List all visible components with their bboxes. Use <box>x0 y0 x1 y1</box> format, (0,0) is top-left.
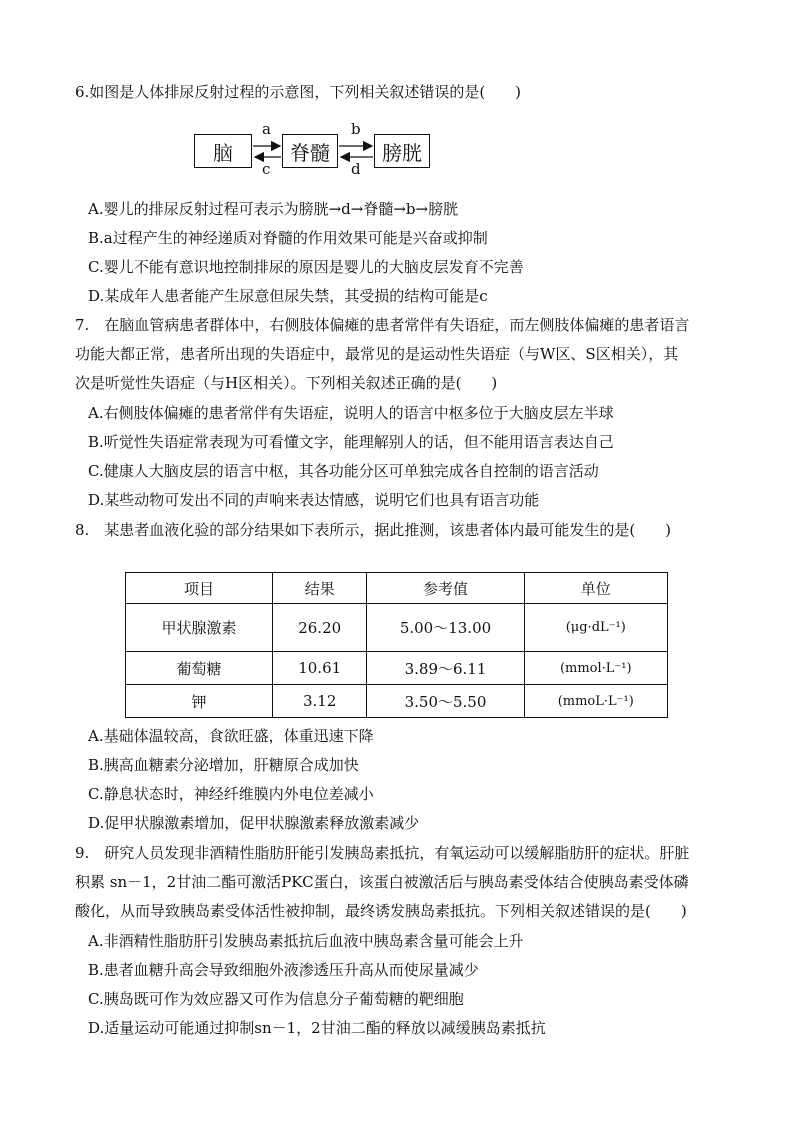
header-result: 结果 <box>272 573 367 604</box>
q7-stem-line1: 7. 在脑血管病患者群体中，右侧肢体偏瘫的患者常伴有失语症，而左侧肢体偏瘫的患者语言 <box>75 316 690 334</box>
label-b: b <box>351 120 361 138</box>
q8-option-b: B.胰高血糖素分泌增加，肝糖原合成加快 <box>88 756 359 774</box>
header-item: 项目 <box>126 573 273 604</box>
q6-option-d: D.某成年人患者能产生尿意但尿失禁，其受损的结构可能是c <box>88 287 488 305</box>
cell-unit: (mmoL·L⁻¹) <box>524 685 667 718</box>
header-reference: 参考值 <box>367 573 524 604</box>
q6-option-c: C.婴儿不能有意识地控制排尿的原因是婴儿的大脑皮层发育不完善 <box>88 258 524 276</box>
cell-result: 10.61 <box>272 652 367 685</box>
q9-option-b: B.患者血糖升高会导致细胞外液渗透压升高从而使尿量减少 <box>88 961 479 979</box>
q8-option-c: C.静息状态时，神经纤维膜内外电位差减小 <box>88 785 374 803</box>
table-row <box>126 652 668 685</box>
cell-result: 3.12 <box>272 685 367 718</box>
q6-stem: 6.如图是人体排尿反射过程的示意图，下列相关叙述错误的是( ) <box>75 83 522 101</box>
q7-stem-line2: 功能大都正常，患者所出现的失语症中，最常见的是运动性失语症（与W区、S区相关），其 <box>75 345 679 363</box>
table-row <box>126 604 668 652</box>
q9-stem-line2: 积累 sn－1，2甘油二酯可激活PKC蛋白，该蛋白被激活后与胰岛素受体结合使胰岛素受体磷 <box>75 873 689 891</box>
cell-item: 钾 <box>126 685 273 718</box>
q7-option-b: B.听觉性失语症常表现为可看懂文字，能理解别人的话，但不能用语言表达自己 <box>88 433 614 451</box>
label-a: a <box>262 120 271 138</box>
box-brain: 脑 <box>194 134 252 168</box>
cell-result: 26.20 <box>272 604 367 652</box>
q8-option-d: D.促甲状腺激素增加，促甲状腺激素释放激素减少 <box>88 814 420 832</box>
q8-option-a: A.基础体温较高，食欲旺盛，体重迅速下降 <box>88 727 374 745</box>
q7-option-d: D.某些动物可发出不同的声响来表达情感，说明它们也具有语言功能 <box>88 491 540 509</box>
box-bladder: 膀胱 <box>374 134 430 168</box>
table-header-row <box>126 573 668 604</box>
box-spine: 脊髓 <box>282 134 338 168</box>
q7-option-c: C.健康人大脑皮层的语言中枢，其各功能分区可单独完成各自控制的语言活动 <box>88 462 599 480</box>
q7-stem-line3: 次是听觉性失语症（与H区相关）。下列相关叙述正确的是( ) <box>75 374 498 392</box>
q8-stem: 8. 某患者血液化验的部分结果如下表所示，据此推测，该患者体内最可能发生的是( ) <box>75 521 672 539</box>
q6-option-b: B.a过程产生的神经递质对脊髓的作用效果可能是兴奋或抑制 <box>88 229 488 247</box>
cell-reference: 3.89～6.11 <box>367 652 524 685</box>
label-c: c <box>262 160 271 178</box>
q9-option-a: A.非酒精性脂肪肝引发胰岛素抵抗后血液中胰岛素含量可能会上升 <box>88 932 524 950</box>
lab-results-table <box>125 572 668 718</box>
cell-unit: (mmol·L⁻¹) <box>524 652 667 685</box>
q7-option-a: A.右侧肢体偏瘫的患者常伴有失语症，说明人的语言中枢多位于大脑皮层左半球 <box>88 404 614 422</box>
cell-reference: 3.50～5.50 <box>367 685 524 718</box>
table-row <box>126 685 668 718</box>
cell-reference: 5.00～13.00 <box>367 604 524 652</box>
label-d: d <box>351 160 361 178</box>
reflex-diagram <box>194 122 434 180</box>
cell-item: 甲状腺激素 <box>126 604 273 652</box>
cell-unit: (μg·dL⁻¹) <box>524 604 667 652</box>
q9-option-d: D.适量运动可能通过抑制sn－1，2甘油二酯的释放以减缓胰岛素抵抗 <box>88 1019 546 1037</box>
cell-item: 葡萄糖 <box>126 652 273 685</box>
q9-option-c: C.胰岛既可作为效应器又可作为信息分子葡萄糖的靶细胞 <box>88 990 464 1008</box>
q9-stem-line1: 9. 研究人员发现非酒精性脂肪肝能引发胰岛素抵抗，有氧运动可以缓解脂肪肝的症状。肝脏 <box>75 844 690 862</box>
q6-option-a: A.婴儿的排尿反射过程可表示为膀胱→d→脊髓→b→膀胱 <box>88 200 459 218</box>
q9-stem-line3: 酸化，从而导致胰岛素受体活性被抑制，最终诱发胰岛素抵抗。下列相关叙述错误的是( ) <box>75 902 687 920</box>
header-unit: 单位 <box>524 573 667 604</box>
